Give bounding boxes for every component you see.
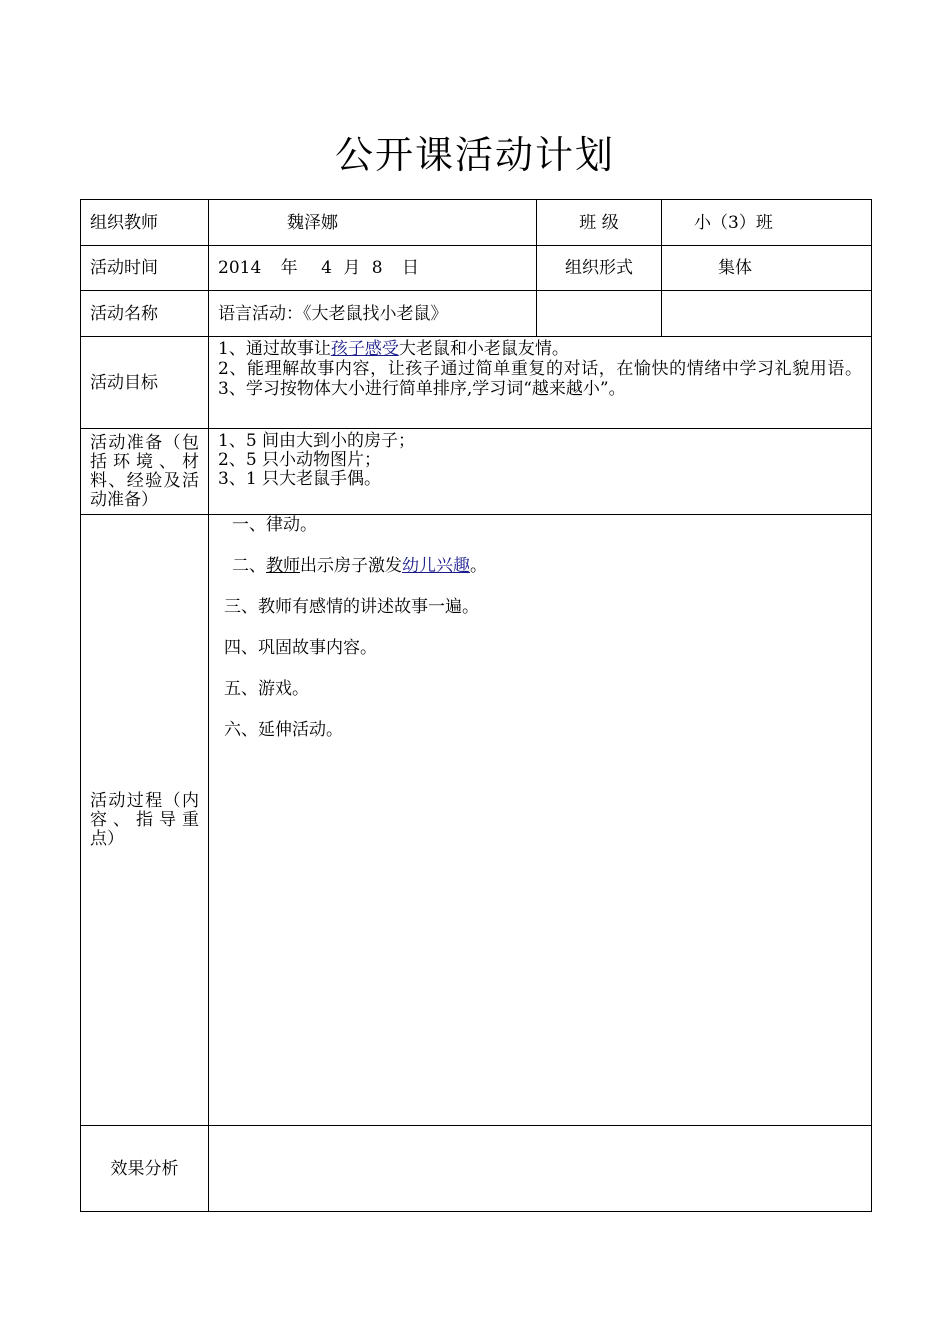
name-empty-2 xyxy=(662,291,872,337)
step-2-link-child-interest[interactable]: 幼儿兴趣 xyxy=(402,556,470,576)
name-label: 活动名称 xyxy=(81,291,209,337)
goal-label: 活动目标 xyxy=(81,337,209,429)
prep-item: 2、5 只小动物图片； xyxy=(218,450,382,470)
step-2-prefix: 二、 xyxy=(232,556,266,576)
process-content xyxy=(209,515,872,1126)
time-value xyxy=(209,246,537,291)
date-month-unit: 月 xyxy=(343,258,361,278)
step-1: 一、律动。 xyxy=(232,515,317,535)
prep-label: 活动准备（包括环境、材料、经验及活动准备） xyxy=(81,429,209,515)
date-day: 8 xyxy=(371,258,383,278)
step-6: 六、延伸活动。 xyxy=(224,720,343,740)
row-name xyxy=(81,291,872,337)
row-effect xyxy=(81,1126,872,1212)
class-value: 小（3）班 xyxy=(662,200,872,246)
activity-plan-table xyxy=(80,199,872,1212)
date-year: 2014 xyxy=(218,258,262,278)
form-label: 组织形式 xyxy=(537,246,662,291)
row-goal xyxy=(81,337,872,429)
goal-line-1-prefix: 1、通过故事让 xyxy=(218,339,331,359)
step-5: 五、游戏。 xyxy=(224,679,309,699)
class-label: 班 级 xyxy=(537,200,662,246)
date-day-unit: 日 xyxy=(401,258,419,278)
step-2-teacher: 教师 xyxy=(266,556,300,576)
page-title: 公开课活动计划 xyxy=(334,133,615,177)
prep-content xyxy=(209,429,872,515)
name-empty-1 xyxy=(537,291,662,337)
row-prep xyxy=(81,429,872,515)
row-teacher xyxy=(81,200,872,246)
form-value: 集体 xyxy=(662,246,872,291)
teacher-label: 组织教师 xyxy=(81,200,209,246)
date-year-unit: 年 xyxy=(280,258,298,278)
time-label: 活动时间 xyxy=(81,246,209,291)
date-month: 4 xyxy=(321,258,332,278)
step-2-suffix: 。 xyxy=(470,556,487,576)
name-value: 语言活动：《大老鼠找小老鼠》 xyxy=(209,291,537,337)
goal-line-1 xyxy=(218,339,862,359)
row-process xyxy=(81,515,872,1126)
step-2 xyxy=(218,556,862,597)
prep-item: 3、1 只大老鼠手偶。 xyxy=(218,469,382,489)
process-label: 活动过程（内容、指导重点） xyxy=(81,515,209,1126)
step-2-mid: 出示房子激发 xyxy=(300,556,402,576)
goal-link-child-feel[interactable]: 孩子感受 xyxy=(330,339,399,359)
effect-label: 效果分析 xyxy=(81,1126,209,1212)
step-3: 三、教师有感情的讲述故事一遍。 xyxy=(224,597,479,617)
teacher-value: 魏泽娜 xyxy=(209,200,537,246)
prep-item: 1、5 间由大到小的房子； xyxy=(218,431,416,451)
row-time xyxy=(81,246,872,291)
goal-line-1-suffix: 大老鼠和小老鼠友情。 xyxy=(398,339,569,359)
effect-content xyxy=(209,1126,872,1212)
goal-line-2: 2、能理解故事内容，让孩子通过简单重复的对话，在愉快的情绪中学习礼貌用语。3、学习按物体大小进行简单排序,学习词“越来越小”。 xyxy=(218,359,862,399)
step-4: 四、巩固故事内容。 xyxy=(224,638,377,658)
goal-content xyxy=(209,337,872,429)
